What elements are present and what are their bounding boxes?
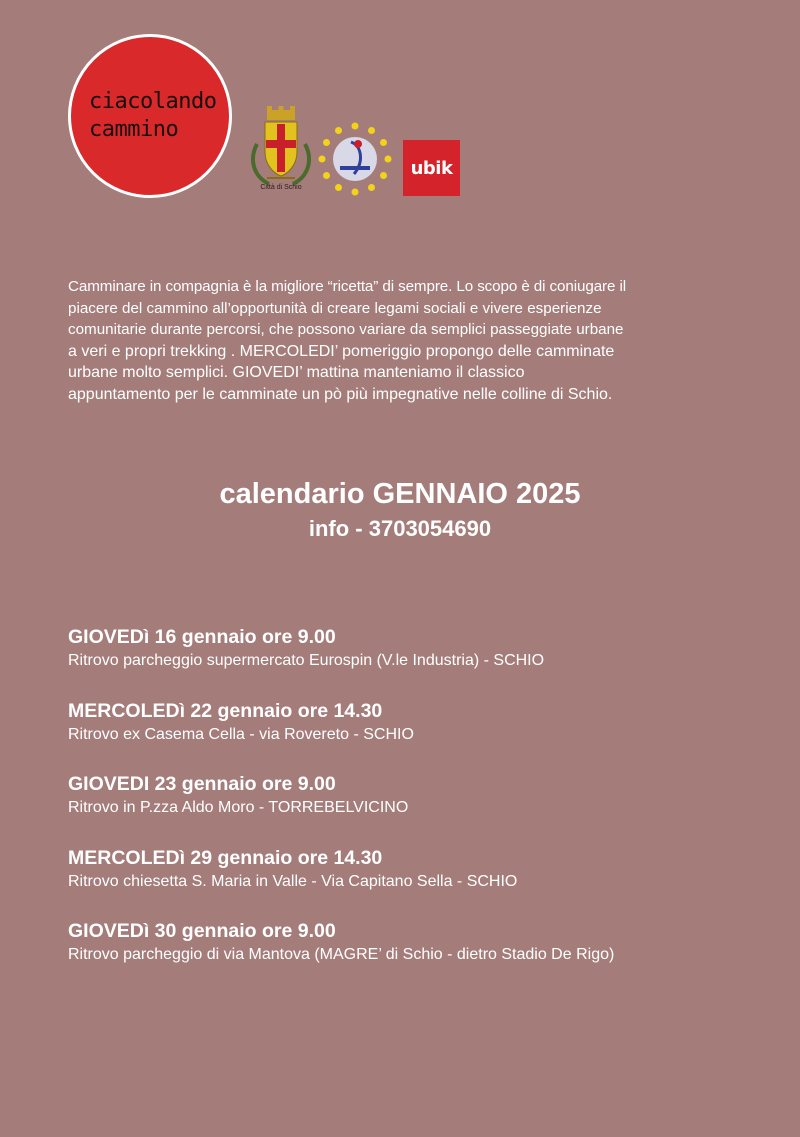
intro-line: Camminare in compagnia è la migliore “ricetta” di sempre. Lo scopo è di coniugare il (68, 278, 627, 295)
event-item (68, 918, 768, 992)
logo-line-2: cammino (89, 117, 179, 142)
event-item (68, 771, 768, 845)
event-item (68, 624, 768, 698)
ubik-logo: ubik (403, 140, 460, 196)
ciacolando-cammino-logo (68, 34, 232, 198)
calendar-info-phone: info - 3703054690 (308, 516, 492, 541)
event-date: GIOVEDì 16 gennaio ore 9.00 (68, 626, 336, 648)
event-place: Ritrovo parcheggio di via Mantova (MAGRE’ di Schio - dietro Stadio De Rigo) (68, 946, 615, 963)
intro-line: appuntamento per le camminate un pò più impegnative nelle colline di Schio. (68, 385, 613, 403)
intro-line: a veri e propri trekking . MERCOLEDI’ pomeriggio propongo delle camminate (68, 342, 615, 360)
citta-di-schio-coat-of-arms-icon (247, 104, 315, 196)
event-date: MERCOLEDì 22 gennaio ore 14.30 (68, 699, 383, 722)
event-date: GIOVEDI 23 gennaio ore 9.00 (68, 773, 336, 795)
coat-of-arms-caption: Città di Schio (260, 184, 302, 191)
event-item (68, 845, 768, 919)
events-list (68, 624, 768, 992)
intro-line: comunitarie durante percorsi, che possono variare da semplici passeggiate urbane (68, 321, 624, 338)
event-date: GIOVEDì 30 gennaio ore 9.00 (68, 920, 336, 942)
intro-paragraph (68, 276, 738, 405)
calendar-title: calendario GENNAIO 2025 (219, 478, 581, 510)
event-item (68, 698, 768, 772)
logo-line-1: ciacolando (89, 89, 217, 114)
event-place: Ritrovo in P.zza Aldo Moro - TORREBELVICINO (68, 799, 409, 816)
event-place: Ritrovo ex Casema Cella - via Rovereto - SCHIO (68, 725, 414, 743)
event-date: MERCOLEDì 29 gennaio ore 14.30 (68, 846, 383, 869)
event-place: Ritrovo parcheggio supermercato Eurospin (V.le Industria) - SCHIO (68, 652, 545, 669)
event-place: Ritrovo chiesetta S. Maria in Valle - Via Capitano Sella - SCHIO (68, 872, 518, 890)
intro-line: piacere del cammino all’opportunità di creare legami sociali e vivere esperienze (68, 299, 602, 317)
eu-stars-badge-icon (318, 122, 392, 196)
intro-line: urbane molto semplici. GIOVEDI’ mattina manteniamo il classico (68, 364, 525, 381)
